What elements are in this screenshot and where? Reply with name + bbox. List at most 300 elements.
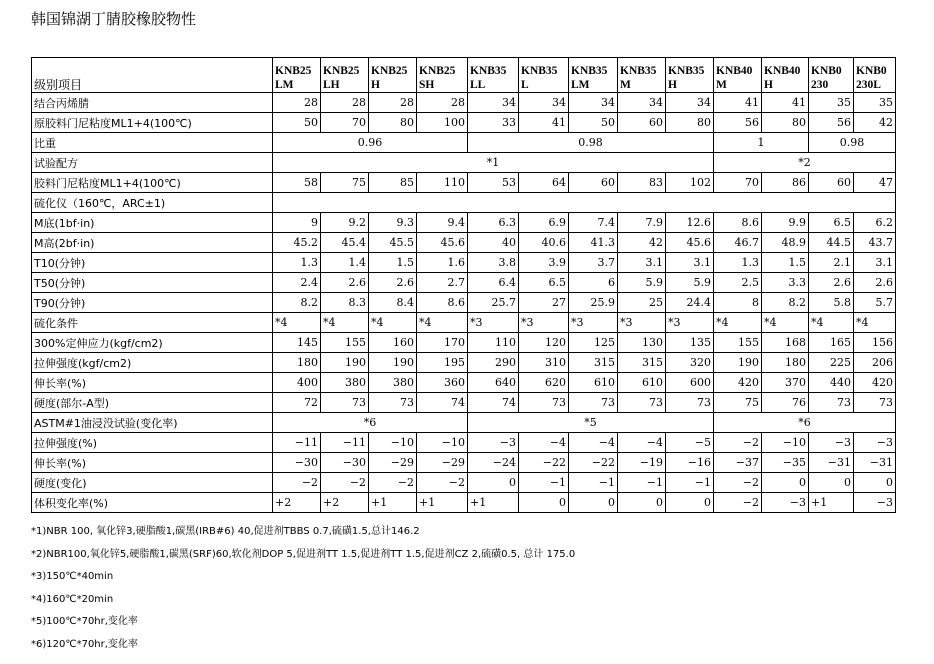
table-cell: 8.6 xyxy=(417,293,468,313)
table-cell: 8.6 xyxy=(714,213,762,233)
table-row xyxy=(32,193,896,213)
table-cell: 48.9 xyxy=(762,233,809,253)
table-cell: 43.7 xyxy=(854,233,896,253)
row-label: 拉伸强度(kgf/cm2) xyxy=(32,353,273,373)
table-cell: 6.5 xyxy=(809,213,854,233)
table-cell: +1 xyxy=(417,493,468,513)
table-cell: −29 xyxy=(417,453,468,473)
table-cell: −10 xyxy=(369,433,417,453)
table-cell: 420 xyxy=(714,373,762,393)
table-cell: 3.9 xyxy=(519,253,569,273)
row-label: T50(分钟) xyxy=(32,273,273,293)
table-cell: 41 xyxy=(714,93,762,113)
table-cell: −1 xyxy=(569,473,618,493)
table-cell: 70 xyxy=(321,113,369,133)
table-cell: *4 xyxy=(854,313,896,333)
table-cell: 2.5 xyxy=(714,273,762,293)
table-cell: 2.6 xyxy=(321,273,369,293)
table-cell: 25.7 xyxy=(468,293,519,313)
table-cell: 100 xyxy=(417,113,468,133)
table-cell: *4 xyxy=(417,313,468,333)
column-header xyxy=(714,58,762,93)
table-cell: −11 xyxy=(321,433,369,453)
table-cell: −4 xyxy=(618,433,666,453)
table-cell: 41 xyxy=(762,93,809,113)
table-cell: −3 xyxy=(854,493,896,513)
table-cell: 56 xyxy=(809,113,854,133)
grade-series: KNB35 xyxy=(470,65,507,77)
grade-suffix: H xyxy=(764,79,773,91)
grade-series: KNB40 xyxy=(764,65,801,77)
grade-series: KNB25 xyxy=(419,65,456,77)
table-cell: 610 xyxy=(618,373,666,393)
table-cell: 45.6 xyxy=(666,233,714,253)
row-label: 胶料门尼粘度ML1+4(100℃) xyxy=(32,173,273,193)
table-row xyxy=(32,293,896,313)
row-label: 硫化条件 xyxy=(32,313,273,333)
table-cell: 3.3 xyxy=(762,273,809,293)
table-cell: 85 xyxy=(369,173,417,193)
table-cell: 80 xyxy=(369,113,417,133)
footnote: *4)160℃*20min xyxy=(31,593,114,605)
table-cell: +1 xyxy=(369,493,417,513)
table-cell: 190 xyxy=(321,353,369,373)
table-cell: 180 xyxy=(762,353,809,373)
table-cell: 41.3 xyxy=(569,233,618,253)
table-cell: 73 xyxy=(809,393,854,413)
table-cell: 155 xyxy=(714,333,762,353)
table-cell: 6.4 xyxy=(468,273,519,293)
table-cell: 2.4 xyxy=(273,273,321,293)
table-cell: 8.4 xyxy=(369,293,417,313)
table-cell: 45.2 xyxy=(273,233,321,253)
row-label: 硬度(变化) xyxy=(32,473,273,493)
table-cell: 45.4 xyxy=(321,233,369,253)
table-cell: 60 xyxy=(809,173,854,193)
table-cell: 34 xyxy=(618,93,666,113)
table-cell: 44.5 xyxy=(809,233,854,253)
table-cell: 28 xyxy=(321,93,369,113)
table-cell: 3.8 xyxy=(468,253,519,273)
table-cell: 34 xyxy=(666,93,714,113)
table-row xyxy=(32,233,896,253)
footnote: *5)100℃*70hr,变化率 xyxy=(31,616,138,628)
table-cell: 0 xyxy=(854,473,896,493)
table-row xyxy=(32,173,896,193)
table-cell: 35 xyxy=(809,93,854,113)
table-cell: 75 xyxy=(321,173,369,193)
table-cell: +2 xyxy=(321,493,369,513)
grade-series: KNB25 xyxy=(323,65,360,77)
grade-series: KNB25 xyxy=(371,65,408,77)
table-cell: 190 xyxy=(714,353,762,373)
row-label: 伸长率(%) xyxy=(32,373,273,393)
table-cell: *3 xyxy=(519,313,569,333)
table-cell: 73 xyxy=(519,393,569,413)
table-cell: −4 xyxy=(569,433,618,453)
footnote: *2)NBR100,氧化锌5,硬脂酸1,碳黑(SRF)60,软化剂DOP 5,促进剂TT 1.5,促进剂TT 1.5,促进剂CZ 2,硫磺0.5, 总计 175.0 xyxy=(31,548,576,560)
table-cell: −11 xyxy=(273,433,321,453)
table-cell: 380 xyxy=(321,373,369,393)
table-row xyxy=(32,353,896,373)
table-cell: −10 xyxy=(762,433,809,453)
merged-cell: *1 xyxy=(273,153,714,173)
table-cell: −35 xyxy=(762,453,809,473)
table-cell: −4 xyxy=(519,433,569,453)
table-cell: 6.9 xyxy=(519,213,569,233)
row-label: 体积变化率(%) xyxy=(32,493,273,513)
table-cell: 195 xyxy=(417,353,468,373)
table-cell: −37 xyxy=(714,453,762,473)
row-label: M底(1bf·in) xyxy=(32,213,273,233)
table-row xyxy=(32,213,896,233)
table-cell: *4 xyxy=(321,313,369,333)
table-row xyxy=(32,393,896,413)
table-cell: 80 xyxy=(666,113,714,133)
table-cell: *3 xyxy=(468,313,519,333)
table-cell: 290 xyxy=(468,353,519,373)
table-cell: 9.3 xyxy=(369,213,417,233)
table-cell: 73 xyxy=(618,393,666,413)
table-row xyxy=(32,333,896,353)
table-cell: −16 xyxy=(666,453,714,473)
table-cell: 33 xyxy=(468,113,519,133)
table-cell: 80 xyxy=(762,113,809,133)
table-cell: 170 xyxy=(417,333,468,353)
table-cell: 6.5 xyxy=(519,273,569,293)
table-row xyxy=(32,493,896,513)
table-cell: 45.5 xyxy=(369,233,417,253)
table-cell: *3 xyxy=(666,313,714,333)
table-cell: 12.6 xyxy=(666,213,714,233)
table-cell: 0 xyxy=(666,493,714,513)
column-header xyxy=(569,58,618,93)
table-cell: 70 xyxy=(714,173,762,193)
header-row xyxy=(32,58,896,93)
table-cell: 3.1 xyxy=(618,253,666,273)
table-cell: 9 xyxy=(273,213,321,233)
grade-suffix: H xyxy=(371,79,380,91)
table-cell: 370 xyxy=(762,373,809,393)
footnote: *1)NBR 100, 氧化锌3,硬脂酸1,碳黑(IRB#6) 40,促进剂TBBS 0.7,硫磺1.5,总计146.2 xyxy=(31,526,420,537)
grade-series: KNB35 xyxy=(571,65,608,77)
table-cell: 400 xyxy=(273,373,321,393)
table-cell: 24.4 xyxy=(666,293,714,313)
table-row xyxy=(32,433,896,453)
table-cell: −1 xyxy=(519,473,569,493)
table-cell: 40.6 xyxy=(519,233,569,253)
table-row xyxy=(32,113,896,133)
table-cell: 76 xyxy=(762,393,809,413)
table-cell: −30 xyxy=(273,453,321,473)
merged-cell: *5 xyxy=(468,413,714,433)
merged-cell: *6 xyxy=(273,413,468,433)
table-cell: 2.1 xyxy=(809,253,854,273)
table-cell: 600 xyxy=(666,373,714,393)
table-cell: 47 xyxy=(854,173,896,193)
table-cell: 83 xyxy=(618,173,666,193)
table-cell: *4 xyxy=(714,313,762,333)
footnotes xyxy=(31,521,575,657)
table-cell: 0 xyxy=(618,493,666,513)
table-cell: 73 xyxy=(321,393,369,413)
grade-suffix: LM xyxy=(275,79,294,91)
grade-series: KNB35 xyxy=(521,65,558,77)
table-cell: 1.5 xyxy=(762,253,809,273)
table-cell: 0 xyxy=(762,473,809,493)
table-cell: −31 xyxy=(854,453,896,473)
row-label: 300%定伸应力(kgf/cm2) xyxy=(32,333,273,353)
table-cell: 320 xyxy=(666,353,714,373)
table-cell: +1 xyxy=(809,493,854,513)
table-row xyxy=(32,473,896,493)
table-cell: −22 xyxy=(519,453,569,473)
table-cell: 9.4 xyxy=(417,213,468,233)
grade-suffix: LM xyxy=(571,79,590,91)
table-cell: −3 xyxy=(809,433,854,453)
table-cell: 7.9 xyxy=(618,213,666,233)
merged-cell: 0.96 xyxy=(273,133,468,153)
table-cell: −2 xyxy=(273,473,321,493)
table-cell: 8 xyxy=(714,293,762,313)
table-cell: 168 xyxy=(762,333,809,353)
row-label: ASTM#1油浸没试验(变化率) xyxy=(32,413,273,433)
table-row xyxy=(32,313,896,333)
table-cell: 1.3 xyxy=(714,253,762,273)
row-label: 原胶料门尼粘度ML1+4(100℃) xyxy=(32,113,273,133)
table-cell: 73 xyxy=(666,393,714,413)
table-cell: 190 xyxy=(369,353,417,373)
table-cell: 310 xyxy=(519,353,569,373)
grade-suffix: H xyxy=(668,79,677,91)
table-cell: 2.6 xyxy=(809,273,854,293)
grade-series: KNB35 xyxy=(620,65,657,77)
table-cell: 6.2 xyxy=(854,213,896,233)
table-cell: 58 xyxy=(273,173,321,193)
row-label: 结合丙烯腈 xyxy=(32,93,273,113)
table-cell: 28 xyxy=(369,93,417,113)
table-cell: 86 xyxy=(762,173,809,193)
table-cell: 0 xyxy=(569,493,618,513)
table-cell: 5.9 xyxy=(618,273,666,293)
table-cell: 60 xyxy=(569,173,618,193)
column-header xyxy=(468,58,519,93)
table-cell: 3.1 xyxy=(666,253,714,273)
footnote: *6)120℃*70hr,变化率 xyxy=(31,638,138,650)
table-cell: 5.8 xyxy=(809,293,854,313)
table-cell: 102 xyxy=(666,173,714,193)
row-label: 硫化仪（160℃，ARC±1) xyxy=(32,193,273,213)
table-cell: 8.2 xyxy=(762,293,809,313)
table-cell: 8.2 xyxy=(273,293,321,313)
grade-suffix: 230L xyxy=(856,79,881,91)
table-cell: 315 xyxy=(569,353,618,373)
column-header xyxy=(369,58,417,93)
table-cell: 5.9 xyxy=(666,273,714,293)
table-cell: 34 xyxy=(569,93,618,113)
merged-cell: 0.98 xyxy=(468,133,714,153)
grade-series: KNB35 xyxy=(668,65,705,77)
merged-cell: *6 xyxy=(714,413,896,433)
table-cell: −31 xyxy=(809,453,854,473)
table-cell: 25.9 xyxy=(569,293,618,313)
column-header xyxy=(762,58,809,93)
table-cell: *4 xyxy=(809,313,854,333)
table-cell: 110 xyxy=(417,173,468,193)
merged-cell: *2 xyxy=(714,153,896,173)
column-header xyxy=(809,58,854,93)
row-label: 伸长率(%) xyxy=(32,453,273,473)
table-cell: 73 xyxy=(854,393,896,413)
table-cell: 0 xyxy=(809,473,854,493)
table-row xyxy=(32,453,896,473)
table-cell: 165 xyxy=(809,333,854,353)
table-cell: 420 xyxy=(854,373,896,393)
table-cell: 27 xyxy=(519,293,569,313)
table-cell: −29 xyxy=(369,453,417,473)
table-cell: −3 xyxy=(854,433,896,453)
table-cell: 160 xyxy=(369,333,417,353)
merged-cell: 0.98 xyxy=(809,133,896,153)
table-cell: 0 xyxy=(468,473,519,493)
table-cell: 2.6 xyxy=(369,273,417,293)
table-cell: −2 xyxy=(369,473,417,493)
table-cell: 6.3 xyxy=(468,213,519,233)
table-cell: 28 xyxy=(273,93,321,113)
table-cell: 110 xyxy=(468,333,519,353)
table-cell: −19 xyxy=(618,453,666,473)
table-cell: 620 xyxy=(519,373,569,393)
grade-series: KNB25 xyxy=(275,65,312,77)
table-cell: +1 xyxy=(468,493,519,513)
row-label: T90(分钟) xyxy=(32,293,273,313)
row-label: M高(2bf·in) xyxy=(32,233,273,253)
document-title: 韩国锦湖丁腈胶橡胶物性 xyxy=(31,10,197,28)
label-header: 级别项目 xyxy=(32,58,273,93)
table-cell: −30 xyxy=(321,453,369,473)
row-label: T10(分钟) xyxy=(32,253,273,273)
table-cell: 1.6 xyxy=(417,253,468,273)
table-cell: −2 xyxy=(714,473,762,493)
table-cell: 8.3 xyxy=(321,293,369,313)
table-cell: −10 xyxy=(417,433,468,453)
table-cell: 2.7 xyxy=(417,273,468,293)
table-cell: +2 xyxy=(273,493,321,513)
column-header xyxy=(854,58,896,93)
table-cell: 1.5 xyxy=(369,253,417,273)
footnote: *3)150℃*40min xyxy=(31,571,114,583)
table-cell: 75 xyxy=(714,393,762,413)
grade-suffix: M xyxy=(620,79,631,91)
table-cell: 45.6 xyxy=(417,233,468,253)
table-cell: −1 xyxy=(666,473,714,493)
table-cell: 155 xyxy=(321,333,369,353)
grade-suffix: SH xyxy=(419,79,435,91)
table-cell: 9.9 xyxy=(762,213,809,233)
table-cell: 3.7 xyxy=(569,253,618,273)
table-cell: −2 xyxy=(714,493,762,513)
grade-suffix: LL xyxy=(470,79,486,91)
table-cell: 41 xyxy=(519,113,569,133)
table-cell: 206 xyxy=(854,353,896,373)
merged-cell xyxy=(273,193,896,213)
table-cell: 73 xyxy=(369,393,417,413)
table-cell: 28 xyxy=(417,93,468,113)
table-cell: 60 xyxy=(618,113,666,133)
table-cell: 73 xyxy=(569,393,618,413)
table-cell: −1 xyxy=(618,473,666,493)
properties-table xyxy=(31,57,896,513)
row-label: 比重 xyxy=(32,133,273,153)
table-cell: −3 xyxy=(468,433,519,453)
merged-cell: 1 xyxy=(714,133,809,153)
grade-series: KNB40 xyxy=(716,65,753,77)
column-header xyxy=(618,58,666,93)
table-cell: 156 xyxy=(854,333,896,353)
table-cell: *4 xyxy=(273,313,321,333)
table-cell: 120 xyxy=(519,333,569,353)
table-cell: 25 xyxy=(618,293,666,313)
table-cell: 360 xyxy=(417,373,468,393)
table-cell: −5 xyxy=(666,433,714,453)
table-cell: 9.2 xyxy=(321,213,369,233)
row-label: 硬度(部尔-A型) xyxy=(32,393,273,413)
row-label: 试验配方 xyxy=(32,153,273,173)
table-cell: −2 xyxy=(714,433,762,453)
column-header xyxy=(519,58,569,93)
table-cell: 6 xyxy=(569,273,618,293)
table-cell: 380 xyxy=(369,373,417,393)
table-cell: *3 xyxy=(618,313,666,333)
table-cell: −2 xyxy=(321,473,369,493)
grade-series: KNB0 xyxy=(856,65,887,77)
table-cell: 72 xyxy=(273,393,321,413)
grade-suffix: L xyxy=(521,79,529,91)
table-cell: 34 xyxy=(519,93,569,113)
table-cell: *4 xyxy=(762,313,809,333)
table-cell: 1.4 xyxy=(321,253,369,273)
table-cell: 34 xyxy=(468,93,519,113)
table-cell: −22 xyxy=(569,453,618,473)
table-cell: 610 xyxy=(569,373,618,393)
column-header xyxy=(321,58,369,93)
table-cell: *3 xyxy=(569,313,618,333)
grade-suffix: LH xyxy=(323,79,340,91)
table-cell: 135 xyxy=(666,333,714,353)
table-cell: *4 xyxy=(369,313,417,333)
table-cell: 42 xyxy=(854,113,896,133)
column-header xyxy=(417,58,468,93)
table-row xyxy=(32,253,896,273)
grade-suffix: 230 xyxy=(811,79,829,91)
table-cell: 74 xyxy=(417,393,468,413)
table-cell: 315 xyxy=(618,353,666,373)
table-cell: 225 xyxy=(809,353,854,373)
table-cell: 440 xyxy=(809,373,854,393)
table-cell: 7.4 xyxy=(569,213,618,233)
table-cell: 53 xyxy=(468,173,519,193)
row-label: 拉伸强度(%) xyxy=(32,433,273,453)
table-cell: −3 xyxy=(762,493,809,513)
table-cell: 125 xyxy=(569,333,618,353)
column-header xyxy=(273,58,321,93)
table-cell: 64 xyxy=(519,173,569,193)
table-cell: 56 xyxy=(714,113,762,133)
column-header xyxy=(666,58,714,93)
table-row xyxy=(32,413,896,433)
table-cell: 46.7 xyxy=(714,233,762,253)
grade-series: KNB0 xyxy=(811,65,842,77)
